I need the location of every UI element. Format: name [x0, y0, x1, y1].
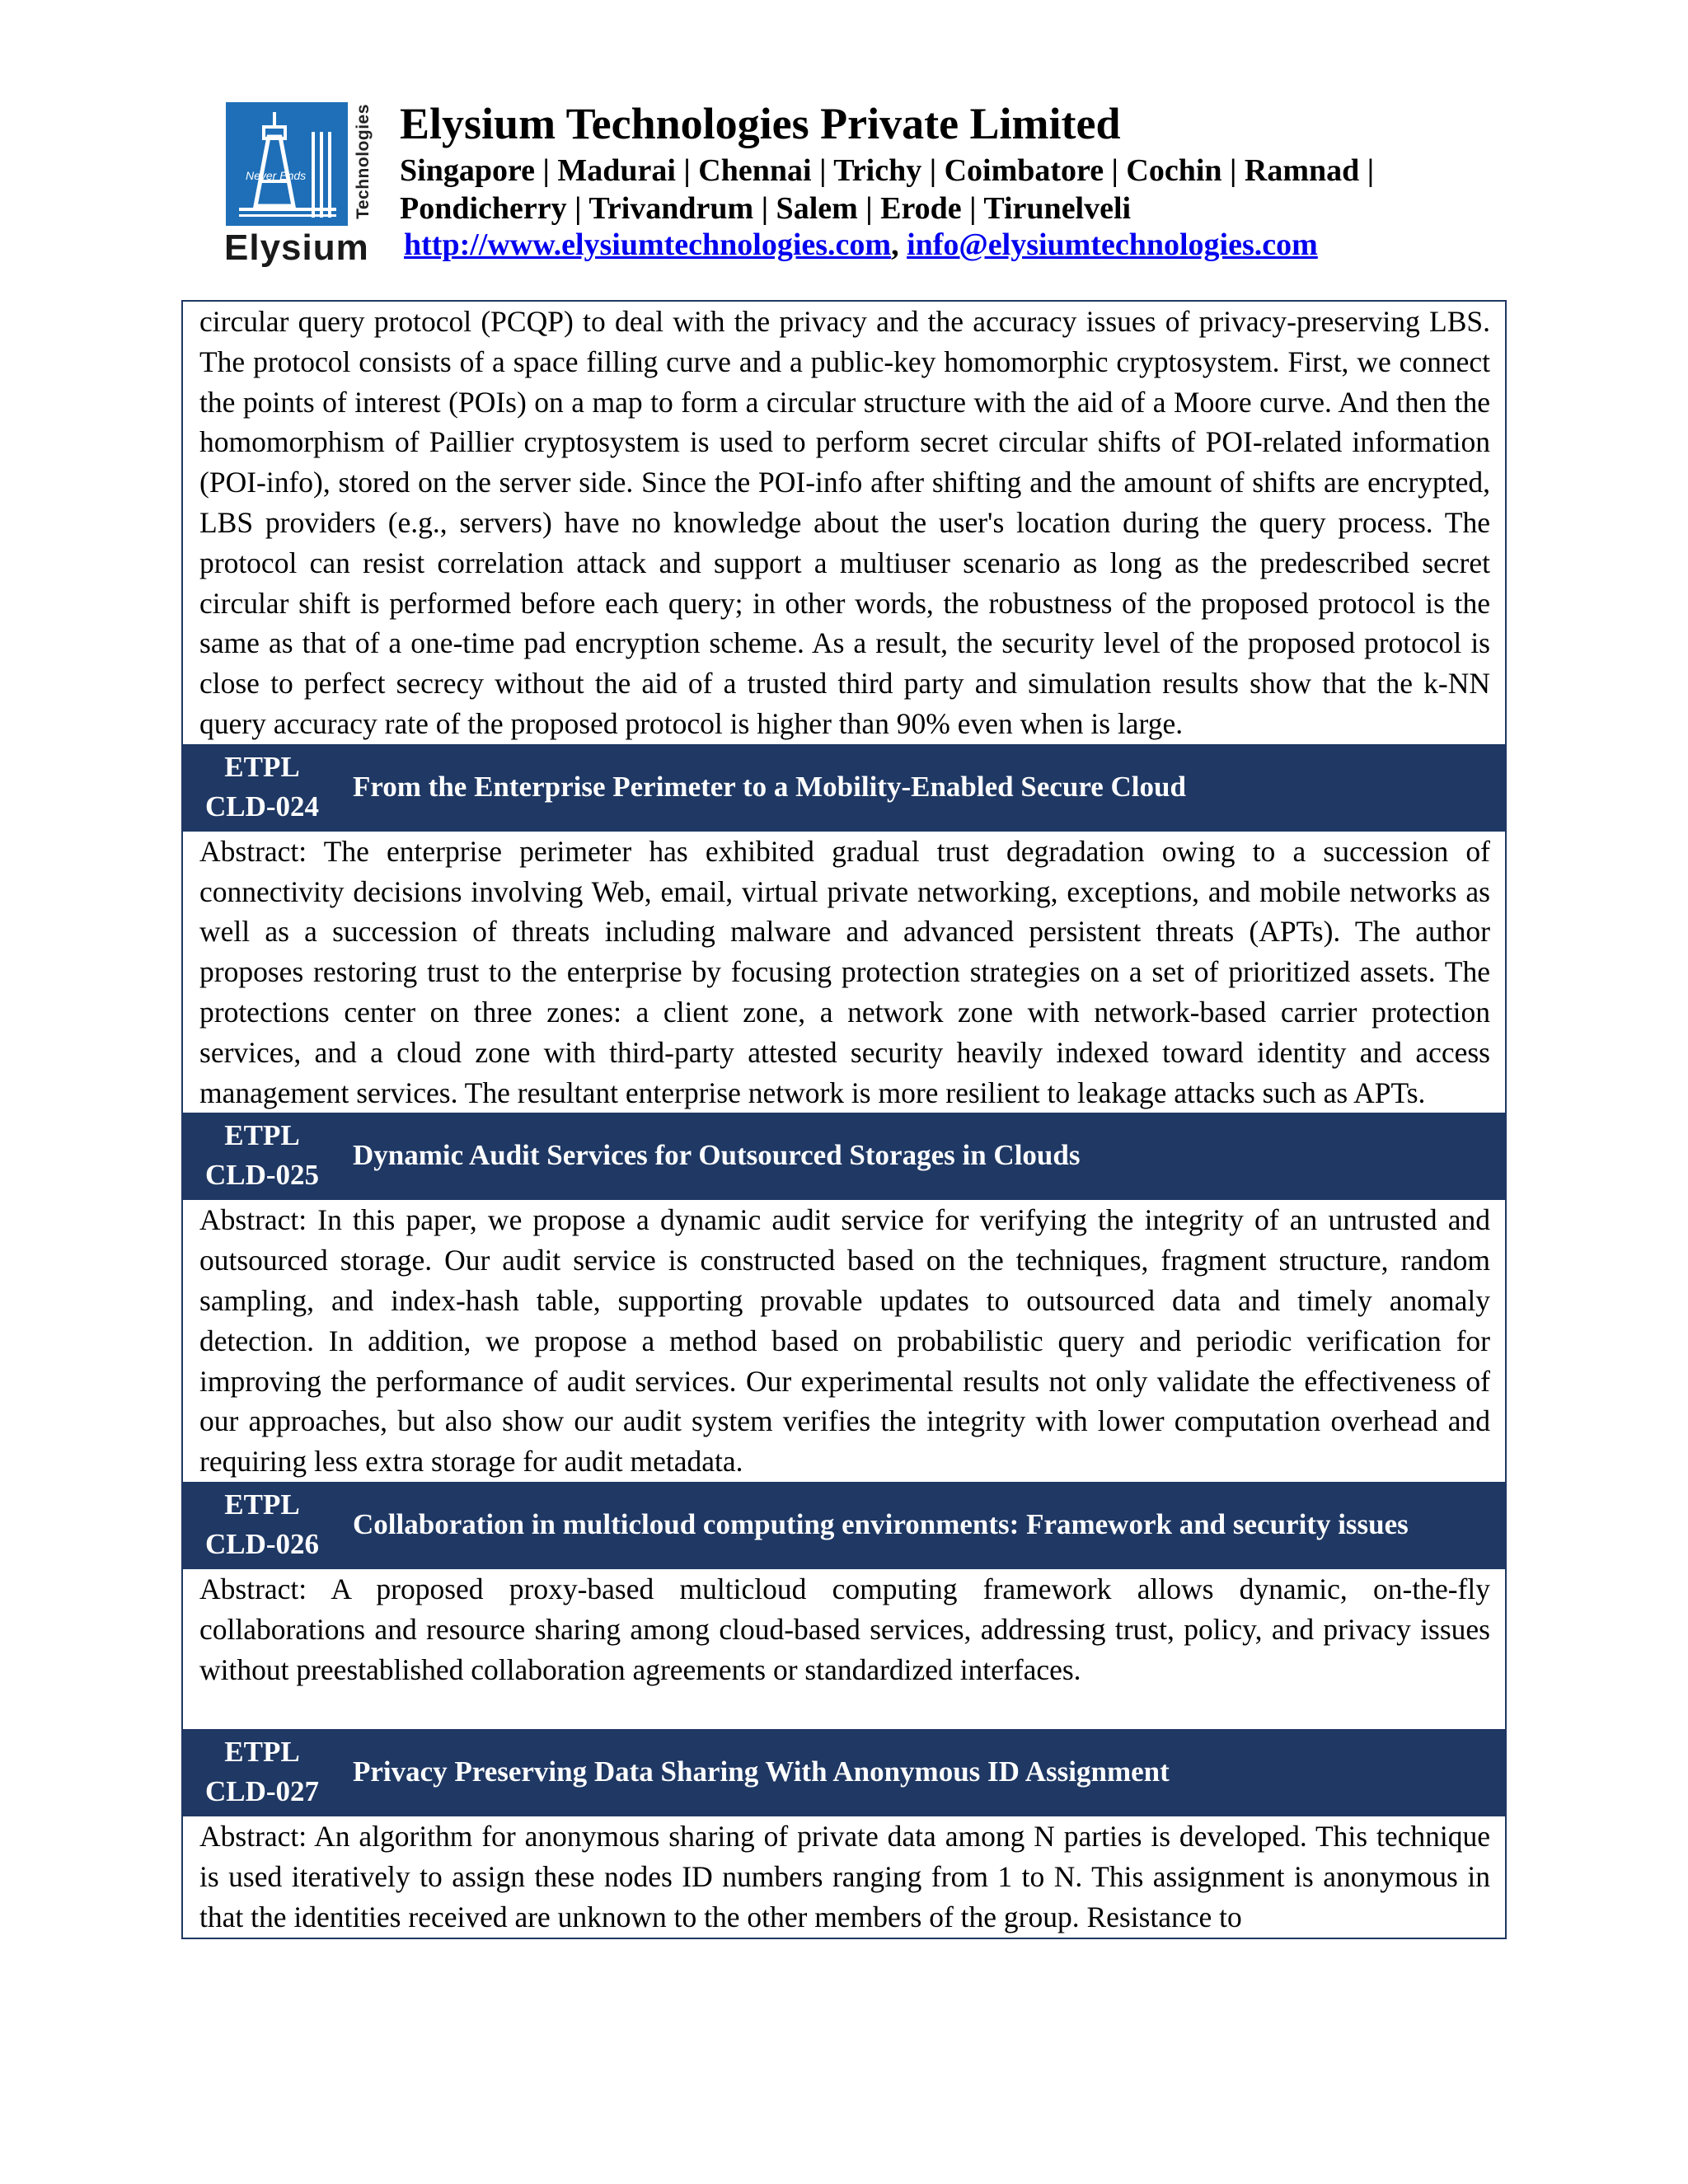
letterhead: [224, 97, 1526, 279]
logo-tagline: Never Ends: [246, 169, 307, 182]
logo-tower-emblem: [226, 102, 348, 226]
email-link[interactable]: info@elysiumtechnologies.com: [907, 227, 1318, 262]
entry-code: ETPL CLD-024: [204, 750, 320, 823]
logo-wordmark: Elysium: [224, 227, 369, 268]
entry-title: Privacy Preserving Data Sharing With Anonymous ID Assignment: [353, 1755, 1170, 1788]
entry-title: Collaboration in multicloud computing environments: Framework and security issues: [353, 1507, 1409, 1540]
company-logo: [224, 97, 389, 269]
office-cities: Singapore | Madurai | Chennai | Trichy | Coimbatore | Cochin | Ramnad | Pondicherry | Trivandrum | Salem | Erode | Tirunelveli: [400, 153, 1375, 226]
entry-abstract: Abstract: A proposed proxy-based multicloud computing framework allows dynamic, on-the-fly collaborations and resource sharing among cloud-based services, addressing trust, policy, and privacy issues without preestablished collaboration agreements or standardized interfaces.: [183, 1568, 1505, 1729]
entry-title: From the Enterprise Perimeter to a Mobility-Enabled Secure Cloud: [353, 770, 1186, 803]
continued-abstract: circular query protocol (PCQP) to deal with the privacy and the accuracy issues of privacy-preserving LBS. The protocol consists of a space filling curve and a public-key homomorphic cryptosystem. First, we connect the points of interest (POIs) on a map to form a circular structure with the aid of a Moore curve. And then the homomorphism of Paillier cryptosystem is used to perform secret circular shifts of POI-related information (POI-info), stored on the server side. Since the POI-info after shifting and the amount of shifts are encrypted, LBS providers (e.g., servers) have no knowledge about the user's location during the query process. The protocol can resist correlation attack and support a multiuser scenario as long as the predescribed secret circular shift is performed before each query; in other words, the robustness of the proposed protocol is the same as that of a one-time pad encryption scheme. As a result, the security level of the proposed protocol is close to perfect secrecy without the aid of a trusted third party and simulation results show that the k-NN query accuracy rate of the proposed protocol is higher than 90% even when is large.: [199, 305, 1490, 740]
entry-abstract: Abstract: An algorithm for anonymous sharing of private data among N parties is developed. This technique is used iteratively to assign these nodes ID numbers ranging from 1 to N. This assignment is anonymous in that the identities received are unknown to the other members of the group. Resistance to: [183, 1815, 1505, 1937]
entry-abstract: Abstract: In this paper, we propose a dynamic audit service for verifying the integrity of an untrusted and outsourced storage. Our audit service is constructed based on the techniques, fragment structure, random sampling, and index-hash table, supporting provable updates to outsourced data and timely anomaly detection. In addition, we propose a method based on probabilistic query and periodic verification for improving the performance of audit services. Our experimental results not only validate the effectiveness of our approaches, but also show our audit system verifies the integrity with lower computation overhead and requiring less extra storage for audit metadata.: [183, 1198, 1505, 1482]
entry-header: [183, 1729, 1505, 1815]
entry-abstract: Abstract: The enterprise perimeter has exhibited gradual trust degradation owing to a succession of connectivity decisions involving Web, email, virtual private networking, exceptions, and mobile networks as well as a succession of threats including malware and advanced persistent threats (APTs). The author proposes restoring trust to the enterprise by focusing protection strategies on a set of prioritized assets. The protections center on three zones: a client zone, a network zone with network-based carrier protection services, and a cloud zone with third-party attested security heavily indexed toward identity and access management services. The resultant enterprise network is more resilient to leakage attacks such as APTs.: [183, 830, 1505, 1113]
tower-icon: [226, 102, 348, 226]
entry-code: ETPL CLD-027: [204, 1736, 320, 1808]
entry-title: Dynamic Audit Services for Outsourced Storages in Clouds: [353, 1139, 1081, 1172]
entry-code: ETPL CLD-026: [204, 1488, 320, 1560]
logo-vertical-text: Technologies: [354, 104, 373, 219]
website-link[interactable]: http://www.elysiumtechnologies.com: [404, 227, 892, 262]
entry-header: [183, 744, 1505, 830]
link-separator: ,: [891, 227, 907, 262]
contact-links: [404, 226, 1318, 264]
entry-code: ETPL CLD-025: [204, 1119, 320, 1192]
project-table: [181, 300, 1507, 1939]
company-name: Elysium Technologies Private Limited: [400, 99, 1121, 148]
entry-header: [183, 1482, 1505, 1568]
entry-header: [183, 1113, 1505, 1198]
